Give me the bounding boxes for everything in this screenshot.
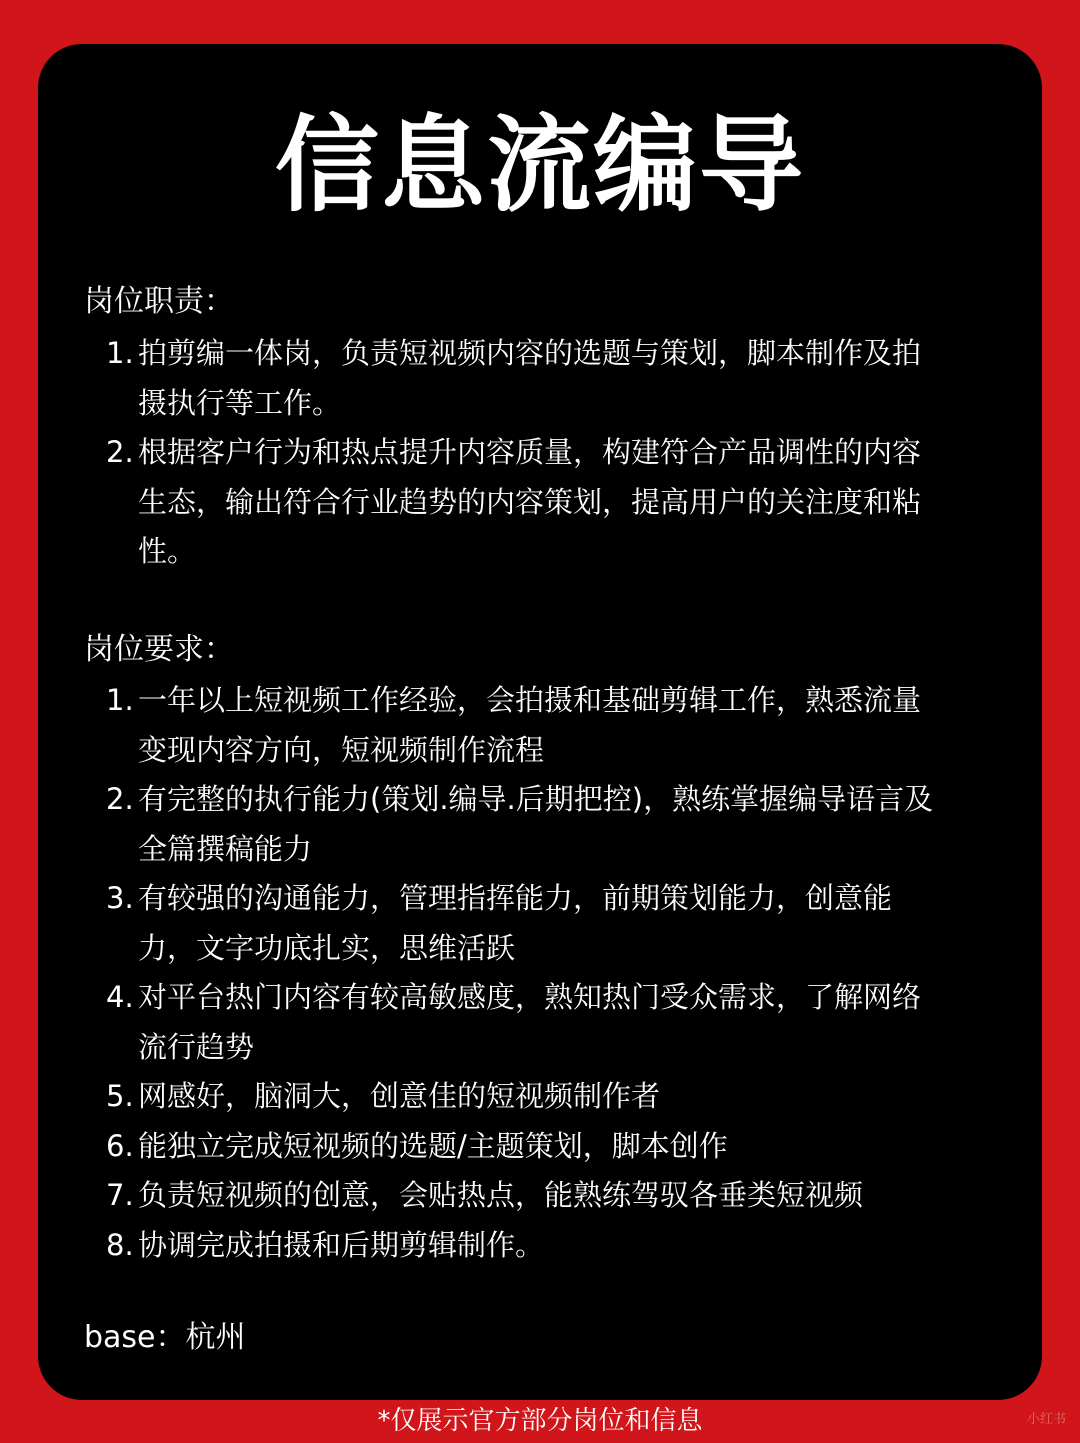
requirement-item-number: 6. — [106, 1128, 134, 1163]
requirement-item — [106, 973, 936, 1072]
duties-heading: 岗位职责： — [84, 284, 234, 319]
requirement-item-text: 对平台热门内容有较高敏感度，熟知热门受众需求，了解网络流行趋势 — [138, 980, 922, 1064]
duty-item-text: 根据客户行为和热点提升内容质量，构建符合产品调性的内容生态，输出符合行业趋势的内容策划，提高用户的关注度和粘性。 — [138, 435, 922, 568]
requirement-item — [106, 1171, 936, 1221]
duty-item-number: 2. — [106, 435, 134, 469]
requirement-item-number: 3. — [106, 881, 134, 915]
requirement-item — [106, 874, 936, 973]
requirement-item-number: 4. — [106, 980, 134, 1014]
duties-list — [106, 329, 936, 577]
requirements-heading: 岗位要求： — [84, 632, 234, 667]
requirement-item — [106, 1221, 936, 1271]
requirements-list — [106, 676, 936, 1270]
requirement-item — [106, 676, 936, 775]
requirement-item — [106, 775, 936, 874]
requirement-item-text: 协调完成拍摄和后期剪辑制作。 — [138, 1227, 545, 1262]
duty-item-text: 拍剪编一体岗，负责短视频内容的选题与策划，脚本制作及拍摄执行等工作。 — [138, 336, 922, 420]
requirement-item-text: 一年以上短视频工作经验，会拍摄和基础剪辑工作，熟悉流量变现内容方向，短视频制作流程 — [138, 683, 922, 767]
duty-item-number: 1. — [106, 336, 134, 370]
requirement-item — [106, 1122, 936, 1172]
requirement-item-text: 有完整的执行能力(策划.编导.后期把控)，熟练掌握编导语言及全篇撰稿能力 — [138, 782, 934, 866]
requirement-item-number: 2. — [106, 782, 134, 816]
watermark-logo: 小红书 — [1026, 1412, 1066, 1427]
duty-item — [106, 428, 936, 577]
requirement-item-text: 有较强的沟通能力，管理指挥能力，前期策划能力，创意能力，文字功底扎实，思维活跃 — [138, 881, 893, 965]
requirement-item-number: 5. — [106, 1079, 134, 1113]
footer-disclaimer: *仅展示官方部分岗位和信息 — [377, 1406, 703, 1436]
requirement-item-text: 负责短视频的创意，会贴热点，能熟练驾驭各垂类短视频 — [138, 1178, 864, 1212]
requirement-item-number: 8. — [106, 1227, 134, 1262]
requirement-item-number: 7. — [106, 1178, 134, 1212]
requirement-item-text: 能独立完成短视频的选题/主题策划，脚本创作 — [138, 1128, 728, 1163]
requirement-item-text: 网感好，脑洞大，创意佳的短视频制作者 — [138, 1079, 661, 1113]
duty-item — [106, 329, 936, 428]
requirement-item — [106, 1072, 936, 1122]
poster-title: 信息流编导 — [274, 104, 805, 226]
base-location: base：杭州 — [84, 1320, 246, 1355]
requirement-item-number: 1. — [106, 683, 134, 717]
